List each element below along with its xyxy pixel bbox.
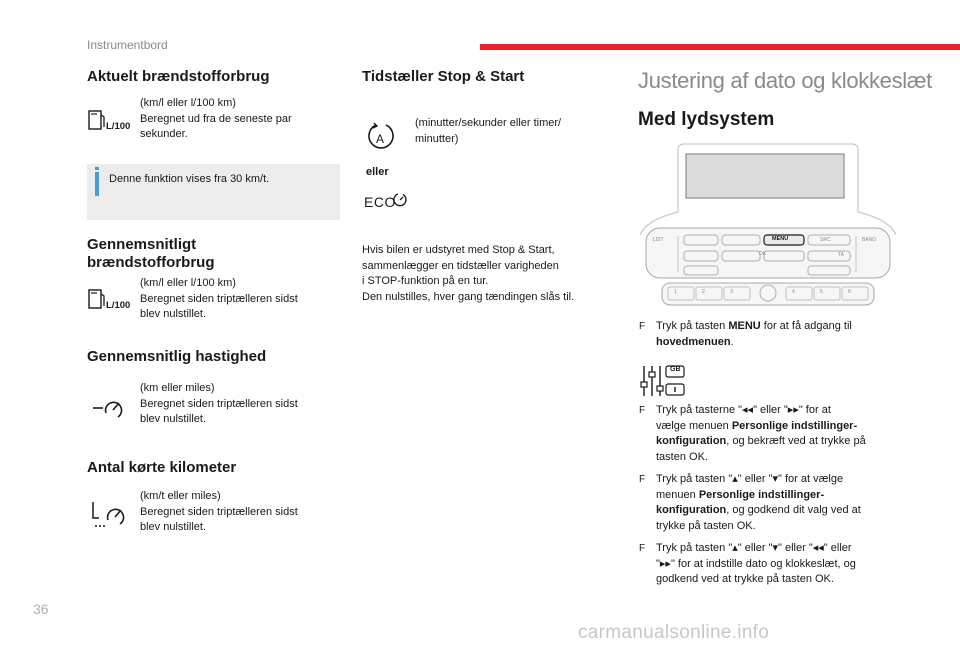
step-4-text-g: godkend ved at trykke på tasten OK. [656,573,834,585]
fuel-unit-label: L/100 [106,121,131,132]
s4-line2: Beregnet siden triptælleren sidst [140,505,298,518]
stop-start-p3: i STOP-funktion på en tur. [362,275,489,287]
stop-start-p2: sammenlægger en tidstæller varigheden [362,259,559,272]
step-4-text-d: " eller [823,542,852,554]
step-3-text-h: trykke på tasten OK. [656,519,756,532]
header-accent-bar [480,44,960,50]
step-3-text-b: " eller " [737,473,773,485]
s4-line3: blev nulstillet. [140,521,207,533]
step-1-main-menu: hovedmenuen [656,335,731,348]
s2-line2: Beregnet siden triptælleren sidst [140,292,298,305]
preset-1[interactable]: 1 [674,289,677,295]
s3-text [140,381,298,428]
s2-line1: (km/l eller l/100 km) [140,277,236,289]
menu-key[interactable]: MENU [772,236,789,242]
step-2-text-h: tasten OK. [656,450,708,463]
step-2-menu-name: Personlige indstillinger- [731,419,858,432]
step-4-text-c: " eller " [778,542,813,554]
step-3-menu-name: Personlige indstillinger- [698,488,825,501]
stop-start-p1: Hvis bilen er udstyret med Stop & Start, [362,244,555,256]
left-arrow-icon-2: ◂◂ [812,542,824,554]
down-arrow-icon-2: ▾ [772,542,779,554]
step-4-text-e: " [656,557,660,570]
section-title-average-speed: Gennemsnitlig hastighed [87,348,267,365]
s3-line3: blev nulstillet. [140,413,207,425]
step-3-text-a: Tryk på tasten " [656,473,733,485]
step-4 [639,541,896,588]
step-2 [639,403,896,465]
preset-6[interactable]: 6 [848,289,851,295]
stop-start-icon-letter: A [376,132,385,146]
stop-start-p4: Den nulstilles, hver gang tændingen slås til. [362,290,575,303]
info-icon [95,172,99,196]
chapter-title: Justering af dato og klokkeslæt [638,68,932,93]
step-2-menu-name-2: konfiguration [656,435,727,447]
section-title-average-consumption [87,236,214,272]
watermark: carmanualsonline.info [578,622,770,643]
gb-label: GB [670,366,681,373]
stop-start-desc-line1: (minutter/sekunder eller timer/ [415,117,562,129]
step-1-period: . [730,335,734,348]
step-4-text-b: " eller " [737,542,773,554]
step-1-bullet: F [639,321,646,332]
s1-line1: (km/l eller l/100 km) [140,97,236,109]
s2-title-line2: brændstofforbrug [87,254,215,271]
right-arrow-icon: ▸▸ [787,404,799,416]
section-title-distance: Antal kørte kilometer [87,459,237,476]
s1-line3: sekunder. [140,128,188,140]
eco-timer-icon [392,192,408,208]
step-3-menu-name-2: konfiguration [656,504,727,516]
step-3-text-g: , og godkend dit valg ved at [726,504,861,516]
step-2-bullet: F [639,405,646,416]
step-1-text-c: for at få adgang til [760,320,852,332]
section-title-stop-start: Tidstæller Stop & Start [362,68,525,85]
up-arrow-icon-2: ▴ [732,542,738,554]
right-arrow-icon-2: ▸▸ [659,557,671,570]
s2-title-line1: Gennemsnitligt [87,236,197,253]
step-1-text-a: Tryk på tasten [656,320,729,332]
average-speed-icon [92,395,132,425]
ta-key[interactable]: TA [838,252,845,258]
info-note-box [87,164,340,220]
stop-start-desc [415,116,561,147]
or-label: eller [366,166,389,178]
preset-5[interactable]: 5 [820,289,823,295]
page-number: 36 [33,601,49,617]
step-4-text-a: Tryk på tasten " [656,542,733,554]
step-2-text-g: , og bekræft ved at trykke på [726,435,866,447]
s2-text [140,276,298,323]
s2-line3: blev nulstillet. [140,308,207,320]
step-2-text-d: vælge menuen [656,419,732,432]
step-1 [639,319,896,350]
preset-2[interactable]: 2 [702,289,705,295]
s1-line2: Beregnet ud fra de seneste par [140,112,292,125]
distance-icon [90,500,132,534]
info-note-text: Denne funktion vises fra 30 km/t. [109,173,270,185]
eco-label: ECO [364,194,396,210]
step-3-text-d: menuen [656,488,699,501]
step-2-text-c: " for at [798,404,831,416]
fuel-avg-unit-label: L/100 [106,300,131,311]
stop-start-paragraph [362,243,574,305]
running-header: Instrumentbord [87,38,168,52]
step-4-text-f: " for at indstille dato og klokkeslæt, og [670,557,856,570]
down-arrow-icon: ▾ [772,473,779,485]
section-title-current-consumption: Aktuelt brændstofforbrug [87,68,270,85]
step-3-bullet: F [639,474,646,485]
up-arrow-icon: ▴ [732,473,738,485]
s4-line1: (km/t eller miles) [140,490,221,502]
audio-panel-illustration [638,140,898,320]
step-2-text-a: Tryk på tasterne " [656,404,743,416]
step-3-text-c: " for at vælge [778,473,844,485]
preset-3[interactable]: 3 [730,289,733,295]
band-key[interactable]: BAND [862,237,876,243]
left-arrow-icon: ◂◂ [742,404,754,416]
step-3 [639,472,896,534]
s3-line2: Beregnet siden triptælleren sidst [140,397,298,410]
step-1-menu: MENU [728,320,761,332]
stop-start-desc-line2: minutter) [415,132,459,145]
step-2-text-b: " eller " [753,404,788,416]
step-4-bullet: F [639,543,646,554]
s1-text [140,96,292,143]
ok-key[interactable]: OK [759,251,767,257]
s4-text [140,489,298,536]
list-key[interactable]: LIST [653,237,664,243]
preset-4[interactable]: 4 [792,289,795,295]
section-title-audio-system: Med lydsystem [638,109,775,130]
s3-line1: (km eller miles) [140,382,215,394]
src-key[interactable]: SRC [820,237,831,243]
